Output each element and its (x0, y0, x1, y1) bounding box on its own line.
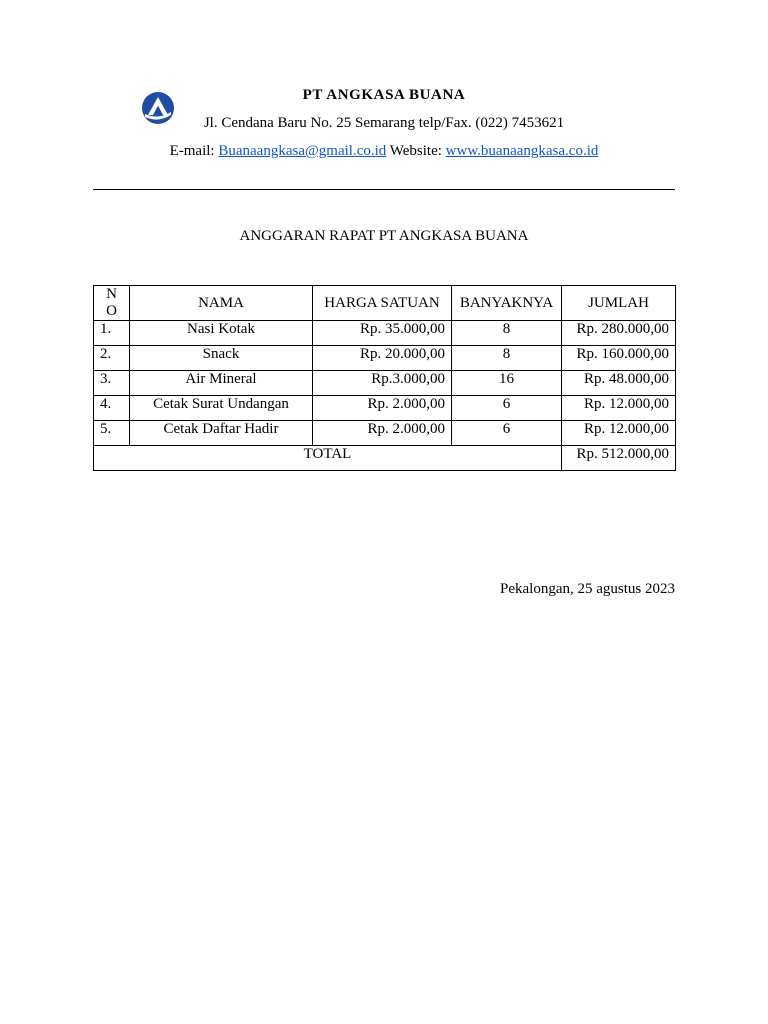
cell-amount: Rp. 280.000,00 (562, 321, 676, 346)
header-quantity: BANYAKNYA (452, 286, 562, 321)
cell-amount: Rp. 12.000,00 (562, 396, 676, 421)
cell-unit-price: Rp.3.000,00 (313, 371, 452, 396)
table-row (94, 396, 676, 421)
letterhead-divider (93, 189, 675, 190)
table-row (94, 421, 676, 446)
cell-name: Air Mineral (130, 371, 313, 396)
place-and-date: Pekalongan, 25 agustus 2023 (500, 581, 675, 597)
cell-quantity: 6 (452, 421, 562, 446)
website-label: Website: (389, 143, 442, 159)
email-label: E-mail: (169, 143, 215, 159)
table-row (94, 321, 676, 346)
table-total-row (94, 446, 676, 471)
cell-name: Cetak Daftar Hadir (130, 421, 313, 446)
header-unit-price: HARGA SATUAN (313, 286, 452, 321)
document-title: ANGGARAN RAPAT PT ANGKASA BUANA (239, 228, 529, 244)
cell-no: 4. (94, 396, 130, 421)
cell-name: Nasi Kotak (130, 321, 313, 346)
header-name: NAMA (130, 286, 313, 321)
cell-name: Snack (130, 346, 313, 371)
cell-amount: Rp. 48.000,00 (562, 371, 676, 396)
website-link[interactable]: www.buanaangkasa.co.id (445, 143, 599, 159)
total-amount: Rp. 512.000,00 (562, 446, 676, 471)
cell-no: 2. (94, 346, 130, 371)
cell-quantity: 16 (452, 371, 562, 396)
cell-no: 5. (94, 421, 130, 446)
cell-unit-price: Rp. 20.000,00 (313, 346, 452, 371)
total-label: TOTAL (94, 446, 562, 471)
cell-quantity: 8 (452, 321, 562, 346)
company-name: PT ANGKASA BUANA (302, 87, 466, 103)
cell-unit-price: Rp. 2.000,00 (313, 421, 452, 446)
company-address: Jl. Cendana Baru No. 25 Semarang telp/Fax. (022) 7453621 (203, 115, 565, 131)
cell-amount: Rp. 12.000,00 (562, 421, 676, 446)
cell-unit-price: Rp. 35.000,00 (313, 321, 452, 346)
table-header-row (94, 286, 676, 321)
company-contact (0, 143, 768, 160)
cell-amount: Rp. 160.000,00 (562, 346, 676, 371)
header-amount: JUMLAH (562, 286, 676, 321)
cell-quantity: 6 (452, 396, 562, 421)
table-row (94, 371, 676, 396)
cell-quantity: 8 (452, 346, 562, 371)
cell-no: 1. (94, 321, 130, 346)
cell-no: 3. (94, 371, 130, 396)
email-link[interactable]: Buanaangkasa@gmail.co.id (218, 143, 387, 159)
table-row (94, 346, 676, 371)
budget-table (93, 285, 676, 471)
header-no: NO (94, 286, 130, 321)
cell-name: Cetak Surat Undangan (130, 396, 313, 421)
cell-unit-price: Rp. 2.000,00 (313, 396, 452, 421)
